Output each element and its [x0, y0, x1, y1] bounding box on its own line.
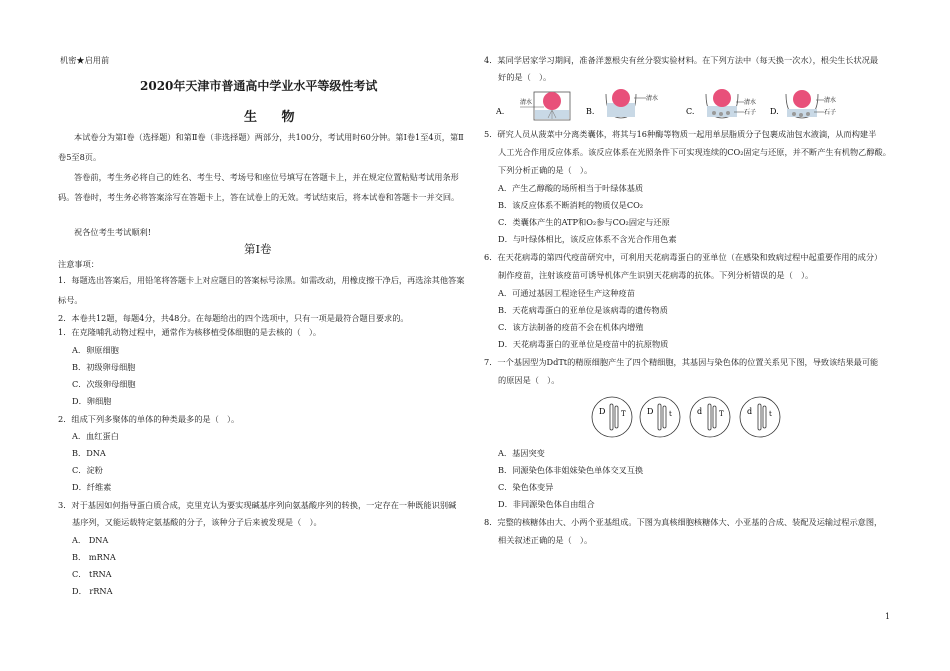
q4-c-onion-icon: [713, 89, 731, 107]
q4-b-water-text: 清水: [646, 95, 659, 102]
question-4-figure: [496, 86, 836, 124]
subject-title: 生 物: [244, 110, 305, 125]
notes-heading: 注意事项：: [58, 259, 99, 269]
question-3-option-a[interactable]: A． DNA: [72, 535, 109, 545]
question-6-stem-line-2: 制作疫苗，注射该疫苗可诱导机体产生识别天花病毒的抗体。下列分析错误的是（ ）。: [498, 270, 814, 280]
question-1-option-a[interactable]: A．卵原细胞: [72, 345, 119, 355]
intro-paragraph-2: 答卷前，考生务必将自己的姓名、考生号、考场号和座位号填写在答题卡上，并在规定位置粘贴考试用条形码。答卷时，考生务必将答案涂写在答题卡上，答在试卷上的无效。考试结束后，将本试卷和答题卡一并交回。: [58, 172, 460, 202]
q4-label-d: D.: [770, 107, 779, 116]
svg-text:D: D: [647, 407, 654, 416]
wish-text: 祝各位考生考试顺利!: [74, 227, 151, 237]
question-4-stem-line-1: 4．某同学居家学习期间，准备洋葱根尖有丝分裂实验材料。在下列方法中（每天换一次水），根尖生长状况最: [484, 55, 879, 65]
q4-d-onion-icon: [793, 90, 811, 108]
question-7-option-d[interactable]: D．非同源染色体自由组合: [498, 499, 595, 509]
question-5-option-a[interactable]: A．产生乙醇酸的场所相当于叶绿体基质: [498, 183, 644, 193]
question-2-stem: 2．组成下列多聚体的单体的种类最多的是（ ）。: [58, 414, 240, 424]
svg-text:d: d: [697, 407, 703, 416]
question-2-option-b[interactable]: B．DNA: [72, 448, 106, 458]
question-7-option-b[interactable]: B．同源染色体非姐妹染色单体交叉互换: [498, 465, 644, 475]
question-3-stem-line-2: 基序列，又能运载特定氨基酸的分子，该种分子后来被发现是（ ）。: [72, 517, 322, 527]
svg-text:D: D: [599, 407, 606, 416]
question-5-option-d[interactable]: D．与叶绿体相比，该反应体系不含光合作用色素: [498, 234, 677, 244]
question-3-stem-line-1: 3．对于基因如何指导蛋白质合成，克里克认为要实现碱基序列向氨基酸序列的转换，一定存在一种既能识别碱: [58, 500, 457, 510]
intro-paragraph-1: 本试卷分为第Ⅰ卷（选择题）和第Ⅱ卷（非选择题）两部分，共100分，考试用时60分钟。第Ⅰ卷1至4页，第Ⅱ卷5至8页。: [58, 132, 464, 162]
svg-text:t: t: [769, 410, 772, 418]
question-3-option-b[interactable]: B． mRNA: [72, 552, 116, 562]
note-1: 1．每题选出答案后，用铅笔将答题卡上对应题目的答案标号涂黑。如需改动，用橡皮擦干净后，再选涂其他答案标号。: [58, 275, 465, 305]
question-3-option-d[interactable]: D． rRNA: [72, 586, 113, 596]
confidential-label: 机密★启用前: [60, 55, 110, 65]
question-6-stem-line-1: 6．在天花病毒的第四代疫苗研究中，可利用天花病毒蛋白的亚单位（在感染和致病过程中起重要作用的成分）: [484, 252, 883, 262]
question-8-stem-line-1: 8．完整的核糖体由大、小两个亚基组成。下图为真核细胞核糖体大、小亚基的合成、装配及运输过程示意图，: [484, 517, 883, 527]
question-5-stem-line-3: 下列分析正确的是（ ）。: [498, 165, 593, 175]
q4-a-water-text: 清水: [520, 99, 533, 106]
question-2-option-a[interactable]: A．血红蛋白: [72, 431, 119, 441]
question-5-stem-line-1: 5．研究人员从菠菜中分离类囊体，将其与16种酶等物质一起用单层脂质分子包裹成油包水液滴，从而构建半: [484, 129, 877, 139]
question-4-stem-line-2: 好的是（ ）。: [498, 72, 552, 82]
question-7-option-a[interactable]: A．基因突变: [498, 448, 545, 458]
question-1-option-d[interactable]: D．卵细胞: [72, 396, 112, 406]
q4-d-stone-text: 石子: [824, 109, 836, 116]
question-8-stem-line-2: 相关叙述正确的是（ ）。: [498, 535, 593, 545]
question-6-option-d[interactable]: D．天花病毒蛋白的亚单位是疫苗中的抗原物质: [498, 339, 669, 349]
question-5-option-c[interactable]: C．类囊体产生的ATP和O₂参与CO₂固定与还原: [498, 217, 670, 227]
q4-label-c: C.: [686, 107, 695, 116]
question-6-option-a[interactable]: A．可通过基因工程途径生产这种疫苗: [498, 288, 635, 298]
note-2: 2．本卷共12题，每题4分，共48分。在每题给出的四个选项中，只有一项是最符合题目要求的。: [58, 313, 409, 323]
page-number: 1: [885, 612, 891, 621]
q4-c-water-text: 清水: [744, 99, 757, 106]
question-1-option-b[interactable]: B．初级卵母细胞: [72, 362, 136, 372]
question-2-option-c[interactable]: C．淀粉: [72, 465, 103, 475]
svg-text:T: T: [621, 410, 626, 418]
question-2-option-d[interactable]: D．纤维素: [72, 482, 112, 492]
svg-text:t: t: [669, 410, 672, 418]
exam-title: 2020年天津市普通高中学业水平等级性考试: [140, 79, 378, 93]
sperm-cell-3: [690, 397, 730, 437]
question-6-option-c[interactable]: C．该方法制备的疫苗不会在机体内增殖: [498, 322, 644, 332]
q4-c-stone-text: 石子: [744, 109, 757, 116]
question-1-stem: 1．在克隆哺乳动物过程中，通常作为核移植受体细胞的是去核的（ ）。: [58, 327, 322, 337]
q4-label-b: B.: [586, 107, 595, 116]
q4-label-a: A.: [496, 107, 505, 116]
sperm-cell-2: [640, 397, 680, 437]
question-5-option-b[interactable]: B．该反应体系不断消耗的物质仅是CO₂: [498, 200, 644, 210]
section-title: 第Ⅰ卷: [244, 242, 272, 256]
question-5-stem-line-2: 人工光合作用反应体系。该反应体系在光照条件下可实现连续的CO₂固定与还原，并不断产生有机物乙醇酸。: [498, 147, 891, 157]
question-6-option-b[interactable]: B．天花病毒蛋白的亚单位是该病毒的遗传物质: [498, 305, 668, 315]
question-1-option-c[interactable]: C．次级卵母细胞: [72, 379, 136, 389]
question-7-stem-line-2: 的原因是（ ）。: [498, 375, 560, 385]
q4-d-water-text: 清水: [824, 97, 836, 104]
q4-a-onion-icon: [543, 92, 561, 110]
question-7-option-c[interactable]: C．染色体变异: [498, 482, 554, 492]
svg-text:T: T: [719, 410, 724, 418]
question-3-option-c[interactable]: C． tRNA: [72, 569, 112, 579]
q4-b-onion-icon: [612, 89, 630, 107]
question-7-figure: [590, 394, 790, 440]
sperm-cell-1: [592, 397, 632, 437]
svg-text:d: d: [747, 407, 753, 416]
sperm-cell-4: [740, 397, 780, 437]
question-7-stem-line-1: 7．一个基因型为DdTt的精原细胞产生了四个精细胞，其基因与染色体的位置关系见下图，导致该结果最可能: [484, 357, 879, 367]
